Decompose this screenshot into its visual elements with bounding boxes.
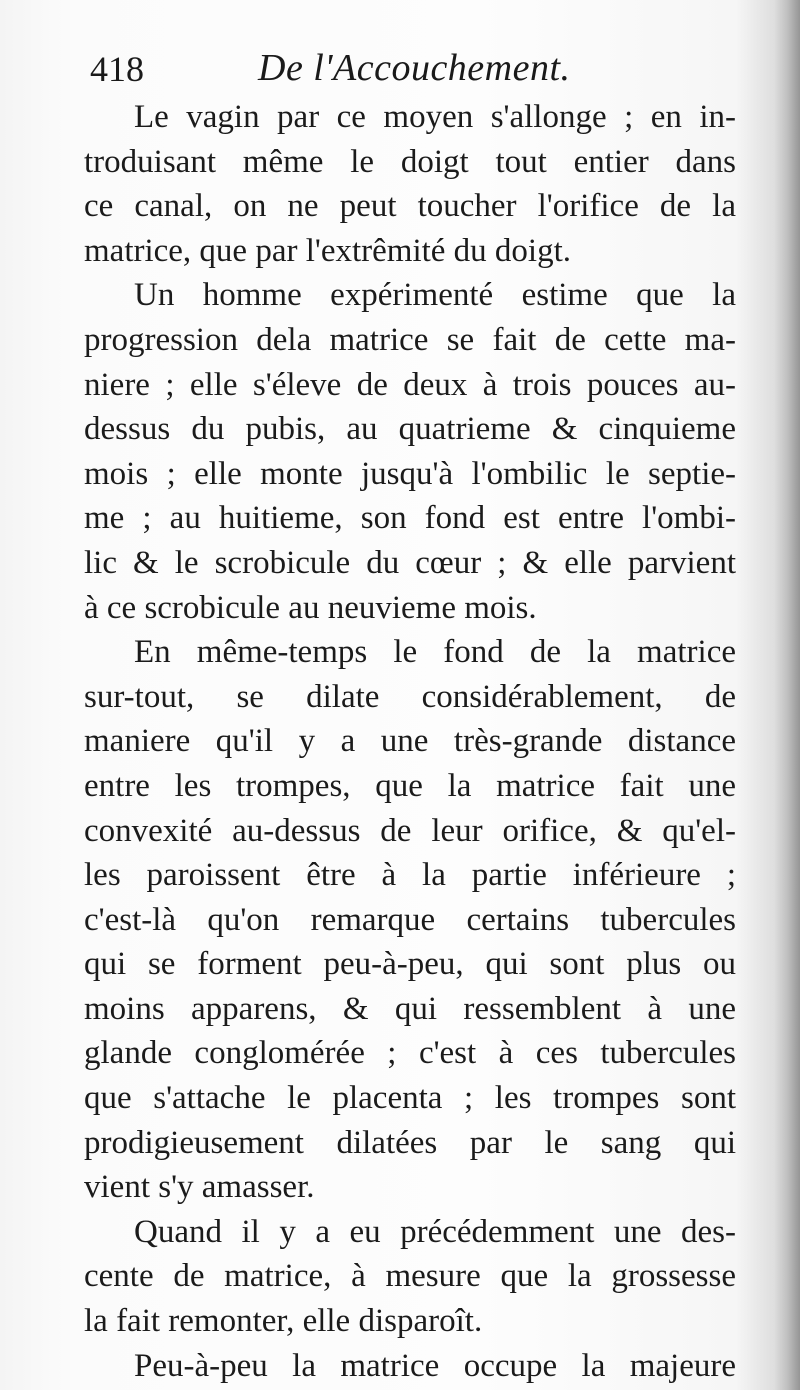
text-line: Peu-à-peu la matrice occupe la majeure [134, 1347, 736, 1384]
text-line: Le vagin par ce moyen s'allonge ; en in- [134, 99, 736, 135]
text-line: niere ; elle s'éleve de deux à trois pouces au- [84, 366, 736, 403]
text-line: lic & le scrobicule du cœur ; & elle parvient [84, 544, 736, 581]
page-gutter-shadow [774, 0, 800, 1390]
text-line: Un homme expérimenté estime que la [134, 277, 736, 314]
running-title: De l'Accouchement. [258, 47, 571, 89]
page-header [90, 42, 740, 94]
text-line: ce canal, on ne peut toucher l'orifice de la [84, 188, 736, 225]
text-line: glande conglomérée ; c'est à ces tubercules [84, 1035, 736, 1072]
text-line: vient s'y amasser. [84, 1169, 315, 1206]
text-line: me ; au huitieme, son fond est entre l'ombi- [84, 500, 736, 537]
text-line: c'est-là qu'on remarque certains tubercules [84, 901, 736, 938]
text-line: prodigieusement dilatées par le sang qui [84, 1124, 736, 1161]
text-line: moins apparens, & qui ressemblent à une [84, 990, 736, 1027]
text-line: la fait remonter, elle disparoît. [84, 1303, 483, 1340]
text-line: progression dela matrice se fait de cette ma- [84, 321, 736, 358]
body-text [84, 95, 736, 1388]
text-line: maniere qu'il y a une très-grande distance [84, 723, 736, 760]
text-line: sur-tout, se dilate considérablement, de [84, 678, 736, 715]
page-number: 418 [90, 49, 144, 89]
text-line: troduisant même le doigt tout entier dans [84, 143, 736, 180]
text-line: cente de matrice, à mesure que la grossesse [84, 1258, 736, 1295]
text-line: mois ; elle monte jusqu'à l'ombilic le septie- [84, 455, 736, 492]
text-line: qui se forment peu-à-peu, qui sont plus ou [84, 946, 736, 983]
text-line: entre les trompes, que la matrice fait une [84, 767, 736, 804]
text-line: les paroissent être à la partie inférieure ; [84, 857, 736, 894]
text-line: que s'attache le placenta ; les trompes sont [84, 1080, 736, 1117]
text-line: à ce scrobicule au neuvieme mois. [84, 589, 537, 626]
text-line: En même-temps le fond de la matrice [134, 634, 736, 671]
text-line: dessus du pubis, au quatrieme & cinquieme [84, 411, 736, 448]
text-line: convexité au-dessus de leur orifice, & qu'el- [84, 812, 736, 849]
text-line: matrice, que par l'extrêmité du doigt. [84, 232, 572, 269]
text-line: Quand il y a eu précédemment une des- [134, 1213, 736, 1250]
